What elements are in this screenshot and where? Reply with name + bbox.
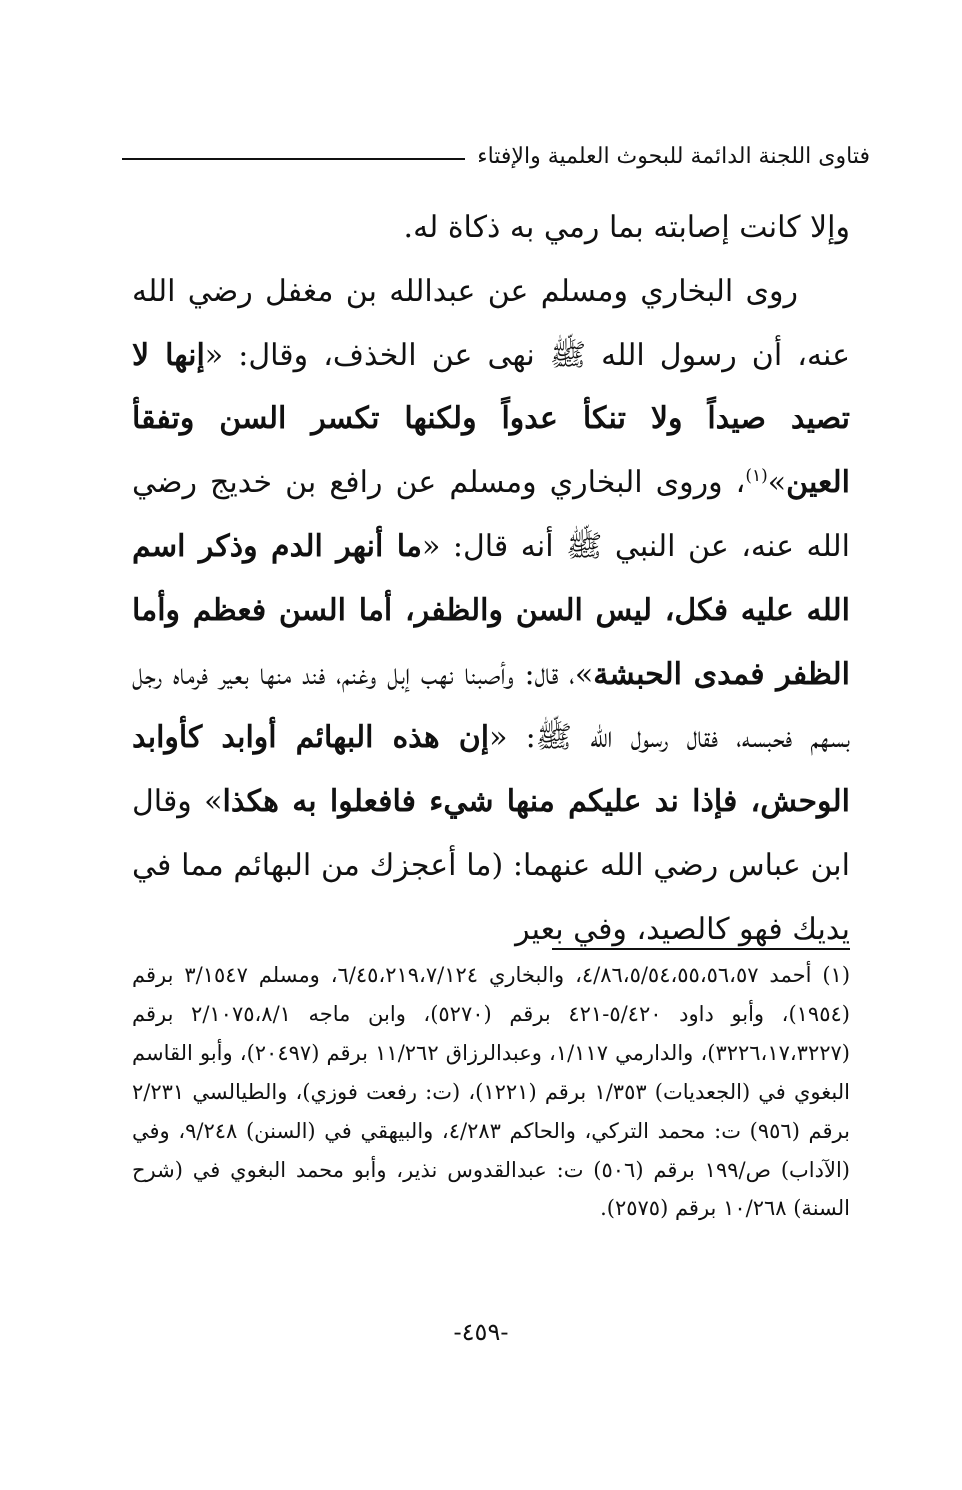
paragraph-2 <box>132 260 850 962</box>
text-run: »، قال: وأصبنا نهب إبل وغنم، فند منها بعير فرماه رجل بسهم فحبسه، فقال رسول الله ﷺ: « <box>132 656 850 756</box>
hadith-quote: إنها لا تصيد صيداً ولا تنكأ عدواً ولكنها تكسر السن وتفقأ العين <box>132 337 850 501</box>
running-header <box>122 136 870 176</box>
header-rule <box>122 158 465 160</box>
text-run: روى البخاري ومسلم عن عبدالله بن مغفل رضي الله عنه، أن رسول الله ﷺ نهى عن الخذف، وقال: « <box>132 273 850 373</box>
paragraph-1: وإلا كانت إصابته بما رمي به ذكاة له. <box>403 210 850 245</box>
text-run: » وقال ابن عباس رضي الله عنهما: (ما أعجزك من البهائم مما في يديك فهو كالصيد، وفي بعير <box>132 784 850 947</box>
text-run: » <box>767 465 787 501</box>
hadith-quote: ما أنهر الدم وذكر اسم الله عليه فكل، ليس السن والظفر، أما السن فعظم وأما الظفر فمدى الحبشة <box>132 528 851 692</box>
page-number: -٤٥٩- <box>453 1318 509 1346</box>
footnote-ref[interactable]: (١) <box>745 466 768 487</box>
header-title: فتاوى اللجنة الدائمة للبحوث العلمية والإفتاء <box>477 143 870 169</box>
footnotes <box>132 956 850 1228</box>
text-run: ، وروى البخاري ومسلم عن رافع بن خديج رضي الله عنه، عن النبي ﷺ أنه قال: « <box>132 465 850 564</box>
footnote-1: (١) أحمد ٤/٨٦،٥/٥٤،٥٥،٥٦،٥٧، والبخاري ٦/٤٥،٢١٩،٧/١٢٤، ومسلم ٣/١٥٤٧ برقم (١٩٥٤)، وأبو داود ٥/٤٢٠-٤٢١ برقم (٥٢٧٠)، وابن ماجه ٢/١٠٧٥،٨/١ برقم (٣٢٢٦،١٧،٣٢٢٧)، والدارمي ١/١١٧، وعبدالرزاق ١١/٢٦٢ برقم (٢٠٤٩٧)، وأبو القاسم البغوي في (الجعديات) ١/٣٥٣ برقم (١٢٢١)، (ت: رفعت فوزي)، والطيالسي ٢/٢٣١ برقم (٩٥٦) ت: محمد التركي، والحاكم ٤/٢٨٣، والبيهقي في (السنن) ٩/٢٤٨، وفي (الآداب) ص/١٩٩ برقم (٥٠٦) ت: عبدالقدوس نذير، وأبو محمد البغوي في (شرح السنة) ١٠/٢٦٨ برقم (٢٥٧٥). <box>132 963 851 1221</box>
main-text <box>132 196 850 962</box>
hadith-quote: إن هذه البهائم أوابد كأوابد الوحش، فإذا ند عليكم منها شيء فافعلوا به هكذا <box>132 720 851 820</box>
footnote-separator <box>552 948 850 950</box>
